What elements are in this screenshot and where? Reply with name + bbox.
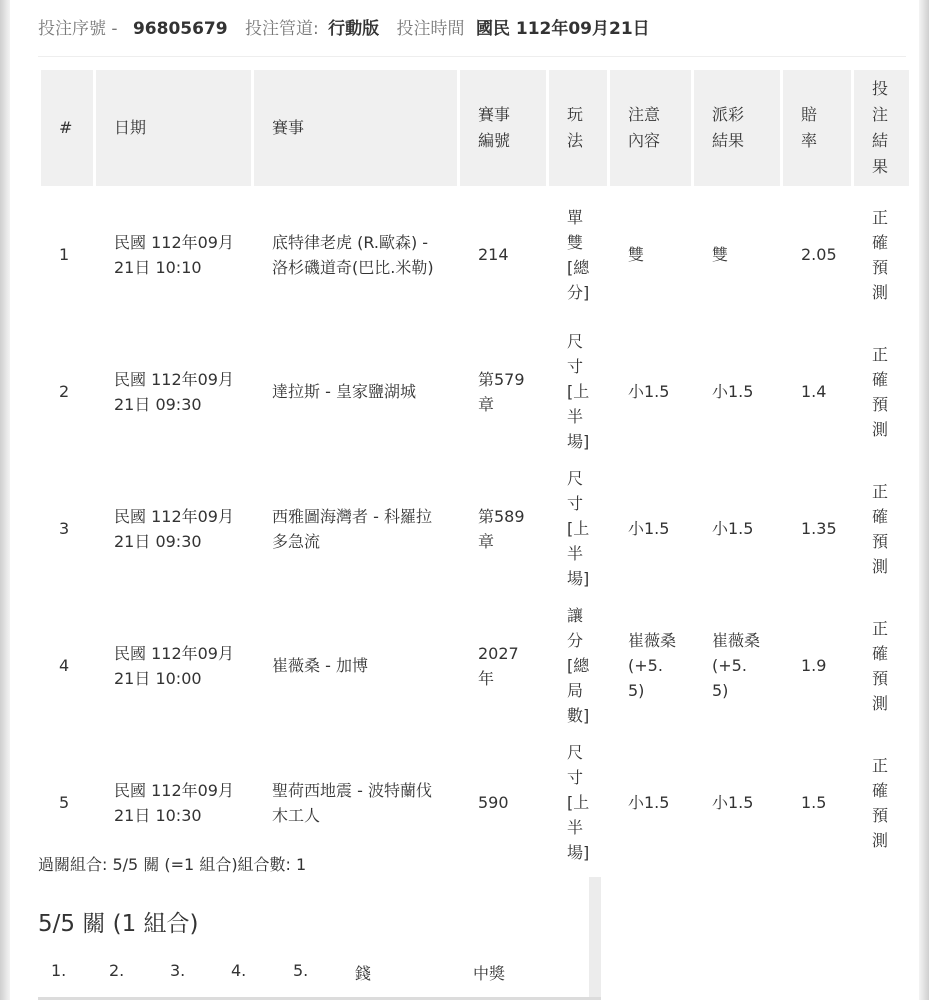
cell-date: [96, 734, 251, 871]
combo-panel-edge: [589, 877, 601, 1000]
combo-col-4: 4.: [231, 961, 247, 980]
cell-pick: [610, 323, 691, 460]
cell-match-text: 聖荷西地震 - 波特蘭伐木工人: [272, 780, 432, 825]
cell-index: 4: [41, 597, 93, 734]
cell-match: [254, 460, 457, 597]
parlay-summary: 過關組合: 5/5 關 (=1 組合)組合數: 1: [38, 855, 307, 874]
cell-match-text: 底特律老虎 (R.歐森) - 洛杉磯道奇(巴比.米勒): [272, 232, 434, 277]
cell-odds: 2.05: [783, 186, 851, 323]
cell-event-no-text: 2027年: [478, 643, 519, 688]
combo-panel: [38, 877, 601, 1000]
cell-index: 2: [41, 323, 93, 460]
channel-value: 行動版: [328, 19, 380, 39]
cell-pick-text: 小1.5: [628, 382, 670, 401]
col-header-index: #: [41, 70, 93, 186]
cell-play: [549, 460, 607, 597]
cell-odds: 1.35: [783, 460, 851, 597]
cell-result: [694, 186, 780, 323]
cell-date-text: 民國 112年09月21日 09:30: [114, 506, 234, 551]
cell-outcome: [854, 323, 909, 460]
col-header-match: 賽事: [254, 70, 457, 186]
cell-result: [694, 323, 780, 460]
cell-play: [549, 734, 607, 871]
cell-play: [549, 323, 607, 460]
cell-event-no: [460, 323, 546, 460]
cell-event-no: [460, 734, 546, 871]
cell-pick: [610, 186, 691, 323]
combo-col-2: 2.: [109, 961, 125, 980]
time-label: 投注時間: [396, 19, 465, 39]
cell-match-text: 西雅圖海灣者 - 科羅拉多急流: [272, 506, 432, 551]
left-frame-edge: [0, 0, 10, 1000]
cell-pick: [610, 460, 691, 597]
cell-pick: [610, 597, 691, 734]
cell-odds: 1.4: [783, 323, 851, 460]
serial-value: 96805679: [132, 19, 228, 39]
table-row: [41, 597, 909, 734]
cell-outcome-text: 正確預測: [872, 481, 889, 576]
table-header-row: [41, 70, 909, 186]
combo-header-row: [38, 961, 578, 985]
cell-index: 1: [41, 186, 93, 323]
cell-event-no-text: 590: [478, 793, 509, 812]
cell-date-text: 民國 112年09月21日 09:30: [114, 369, 234, 414]
cell-result-text: 小1.5: [712, 382, 754, 401]
combo-col-stake: 錢: [355, 964, 372, 983]
cell-play-text: 尺寸[上半場]: [567, 469, 590, 588]
cell-pick: [610, 734, 691, 871]
cell-outcome: [854, 734, 909, 871]
cell-match: [254, 597, 457, 734]
cell-result: [694, 734, 780, 871]
time-value: 國民 112年09月21日: [475, 19, 650, 39]
cell-play-text: 尺寸[上半場]: [567, 332, 590, 451]
channel-label: 投注管道:: [245, 19, 319, 39]
col-header-result-text: 派彩結果: [712, 105, 745, 150]
col-header-pick-text: 注意內容: [628, 105, 661, 150]
cell-play-text: 讓分[總局數]: [567, 606, 590, 725]
cell-event-no-text: 第589章: [478, 506, 525, 551]
cell-play-text: 單雙[總分]: [567, 207, 590, 302]
cell-index: 3: [41, 460, 93, 597]
cell-odds: 1.9: [783, 597, 851, 734]
cell-match-text: 崔薇桑 - 加博: [272, 656, 368, 675]
cell-date-text: 民國 112年09月21日 10:30: [114, 780, 234, 825]
cell-pick-text: 小1.5: [628, 793, 670, 812]
cell-pick-text: 雙: [628, 245, 645, 264]
cell-result-text: 小1.5: [712, 793, 754, 812]
cell-match-text: 達拉斯 - 皇家鹽湖城: [272, 382, 416, 401]
cell-event-no: [460, 597, 546, 734]
cell-result-text: 小1.5: [712, 519, 754, 538]
right-frame-edge: [919, 0, 929, 1000]
cell-date: [96, 323, 251, 460]
cell-index: 5: [41, 734, 93, 871]
col-header-odds: [783, 70, 851, 186]
header-divider: [38, 56, 906, 57]
cell-outcome: [854, 460, 909, 597]
cell-date: [96, 186, 251, 323]
serial-label: 投注序號 -: [38, 19, 118, 39]
cell-match: [254, 734, 457, 871]
col-header-outcome-text: 投注結果: [872, 79, 889, 176]
bet-detail-table: [38, 70, 912, 871]
cell-match: [254, 323, 457, 460]
cell-outcome-text: 正確預測: [872, 344, 889, 439]
col-header-play-text: 玩法: [567, 105, 584, 150]
cell-play: [549, 597, 607, 734]
combo-col-win: 中獎: [473, 964, 506, 983]
cell-outcome: [854, 597, 909, 734]
cell-date-text: 民國 112年09月21日 10:10: [114, 232, 234, 277]
col-header-play: [549, 70, 607, 186]
col-header-result: [694, 70, 780, 186]
col-header-event-no: [460, 70, 546, 186]
cell-date: [96, 597, 251, 734]
table-row: [41, 323, 909, 460]
cell-play: [549, 186, 607, 323]
combo-title: 5/5 關 (1 組合): [38, 911, 199, 937]
cell-date: [96, 460, 251, 597]
cell-event-no-text: 第579章: [478, 369, 525, 414]
cell-outcome-text: 正確預測: [872, 755, 889, 850]
cell-match: [254, 186, 457, 323]
col-header-event-no-text: 賽事編號: [478, 105, 511, 150]
combo-col-1: 1.: [51, 961, 67, 980]
cell-event-no: [460, 186, 546, 323]
col-header-outcome: [854, 70, 909, 186]
cell-odds: 1.5: [783, 734, 851, 871]
cell-result: [694, 597, 780, 734]
table-row: [41, 186, 909, 323]
cell-outcome-text: 正確預測: [872, 618, 889, 713]
cell-result-text: 雙: [712, 245, 729, 264]
cell-pick-text: 小1.5: [628, 519, 670, 538]
cell-date-text: 民國 112年09月21日 10:00: [114, 643, 234, 688]
cell-result: [694, 460, 780, 597]
cell-outcome-text: 正確預測: [872, 207, 889, 302]
cell-pick-text: 崔薇桑(+5.5): [628, 631, 677, 700]
table-row: [41, 460, 909, 597]
cell-event-no-text: 214: [478, 245, 509, 264]
cell-result-text: 崔薇桑(+5.5): [712, 631, 761, 700]
combo-col-3: 3.: [170, 961, 186, 980]
col-header-odds-text: 賠率: [801, 105, 818, 150]
combo-col-5: 5.: [293, 961, 309, 980]
col-header-pick: [610, 70, 691, 186]
table-row: [41, 734, 909, 871]
bet-header: [38, 15, 906, 55]
cell-play-text: 尺寸[上半場]: [567, 743, 590, 862]
cell-event-no: [460, 460, 546, 597]
cell-outcome: [854, 186, 909, 323]
col-header-date: 日期: [96, 70, 251, 186]
